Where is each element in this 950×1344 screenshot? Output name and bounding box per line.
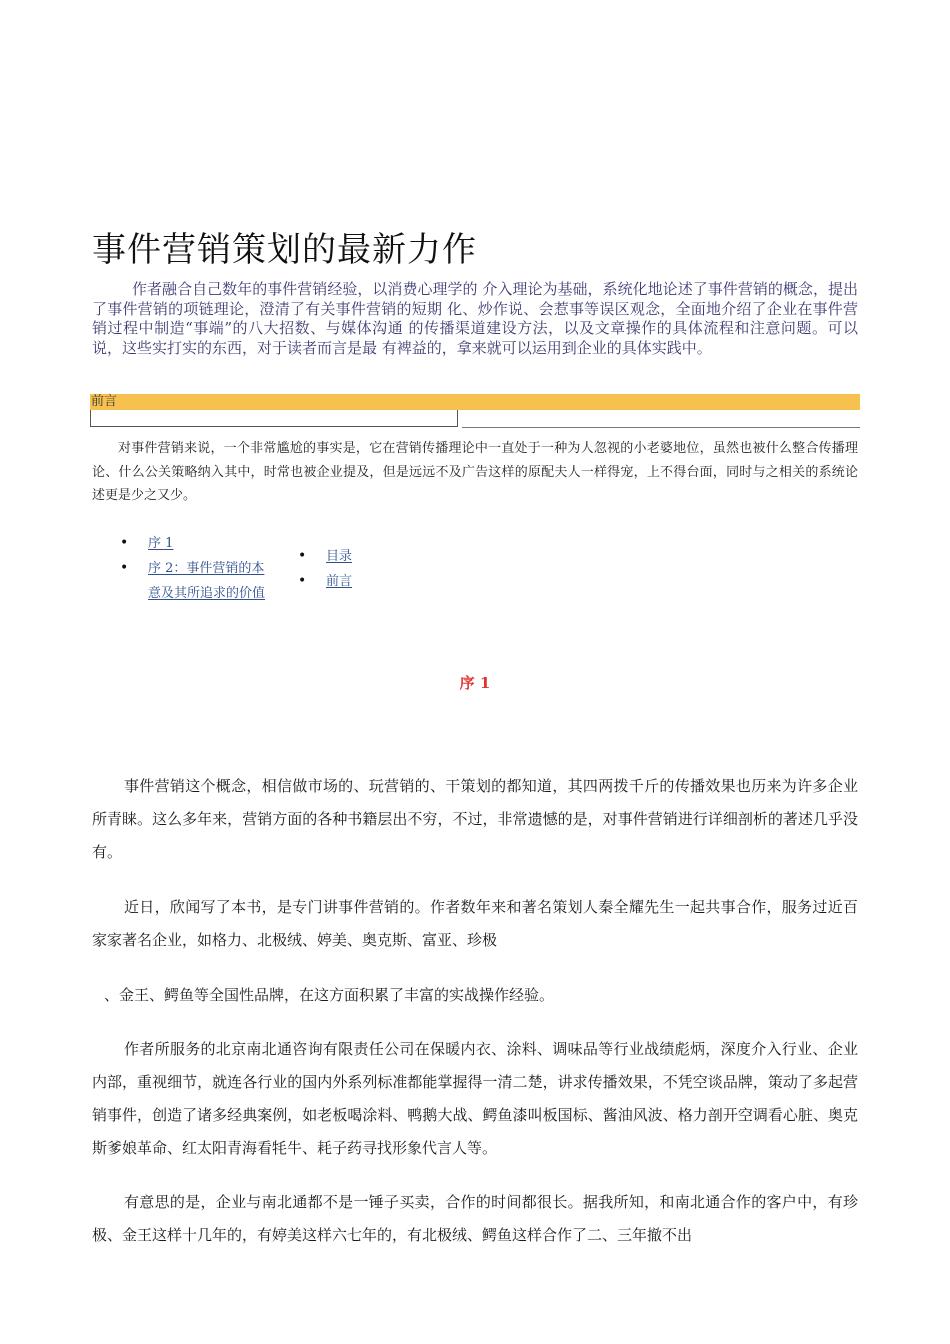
toc-list-left (120, 531, 270, 606)
section-heading: 序 1 (459, 674, 491, 692)
body-paragraph: 事件营销这个概念，相信做市场的、玩营销的、干策划的都知道，其四两拨千斤的传播效果也历来为许多企业所青睐。这么多年来，营销方面的各种书籍层出不穷，不过，非常遗憾的是，对事件营销进行详细剖析的著述几乎没有。 (92, 777, 858, 861)
toc-list-right (298, 544, 426, 594)
toc-item (120, 531, 270, 556)
toc-item (298, 569, 426, 594)
body-paragraph: 、金王、鳄鱼等全国性品牌，在这方面积累了丰富的实战操作经验。 (104, 986, 555, 1004)
table-cell-border (90, 410, 458, 427)
preface-paragraph: 对事件营销来说，一个非常尴尬的事实是，它在营销传播理论中一直处于一种为人忽视的小老婆地位，虽然也被什么整合传播理论、什么公关策略纳入其中，时常也被企业提及，但是远远不及广告这样的原配夫人一样得宠，上不得台面，同时与之相关的系统论述更是少之又少。 (92, 441, 858, 503)
toc-link-contents[interactable]: 目录 (326, 549, 353, 564)
section-bar: 前言 (90, 394, 860, 410)
toc-link-preface-1[interactable]: 序 1 (148, 536, 174, 551)
toc-link-foreword[interactable]: 前言 (326, 574, 353, 589)
bullet-icon: • (120, 535, 129, 551)
divider (462, 427, 860, 428)
intro-paragraph: 作者融合自己数年的事件营销经验，以消费心理学的 介入理论为基础，系统化地论述了事件营销的概念，提出了事件营销的项链理论，澄清了有关事件营销的短期 化、炒作说、会惹事等误区观念，全面地介绍了企业在事件营销过程中制造“事端”的八大招数、与媒体沟通 的传播渠道建设方法，以及文章操作的具体流程和注意问题。可以说，这些实打实的东西，对于读者而言是最 有裨益的，拿来就可以运用到企业的具体实践中。 (92, 280, 858, 357)
body-paragraph: 近日，欣闻写了本书，是专门讲事件营销的。作者数年来和著名策划人秦全耀先生一起共事合作，服务过近百家家著名企业，如格力、北极绒、婷美、奥克斯、富亚、珍极 (92, 898, 858, 949)
body-paragraph: 有意思的是，企业与南北通都不是一锤子买卖，合作的时间都很长。据我所知，和南北通合作的客户中，有珍极、金王这样十几年的，有婷美这样六七年的，有北极绒、鳄鱼这样合作了二、三年撤不出 (92, 1193, 858, 1244)
bullet-icon: • (298, 548, 307, 564)
toc-item (298, 544, 426, 569)
toc-link-preface-2[interactable]: 序 2：事件营销的本意及其所追求的价值 (148, 561, 266, 601)
toc-item (120, 556, 270, 606)
body-paragraph: 作者所服务的北京南北通咨询有限责任公司在保暖内衣、涂料、调味品等行业战绩彪炳，深度介入行业、企业内部，重视细节，就连各行业的国内外系列标准都能掌握得一清二楚，讲求传播效果，不凭空谈品牌，策动了多起营销事件，创造了诸多经典案例，如老板喝涂料、鸭鹅大战、鳄鱼漆叫板国标、酱油风波、格力剖开空调看心脏、奥克斯爹娘革命、红太阳青海看牦牛、耗子药寻找形象代言人等。 (92, 1040, 858, 1157)
bullet-icon: • (298, 573, 307, 589)
page-title: 事件营销策划的最新力作 (92, 230, 477, 270)
bullet-icon: • (120, 560, 129, 576)
